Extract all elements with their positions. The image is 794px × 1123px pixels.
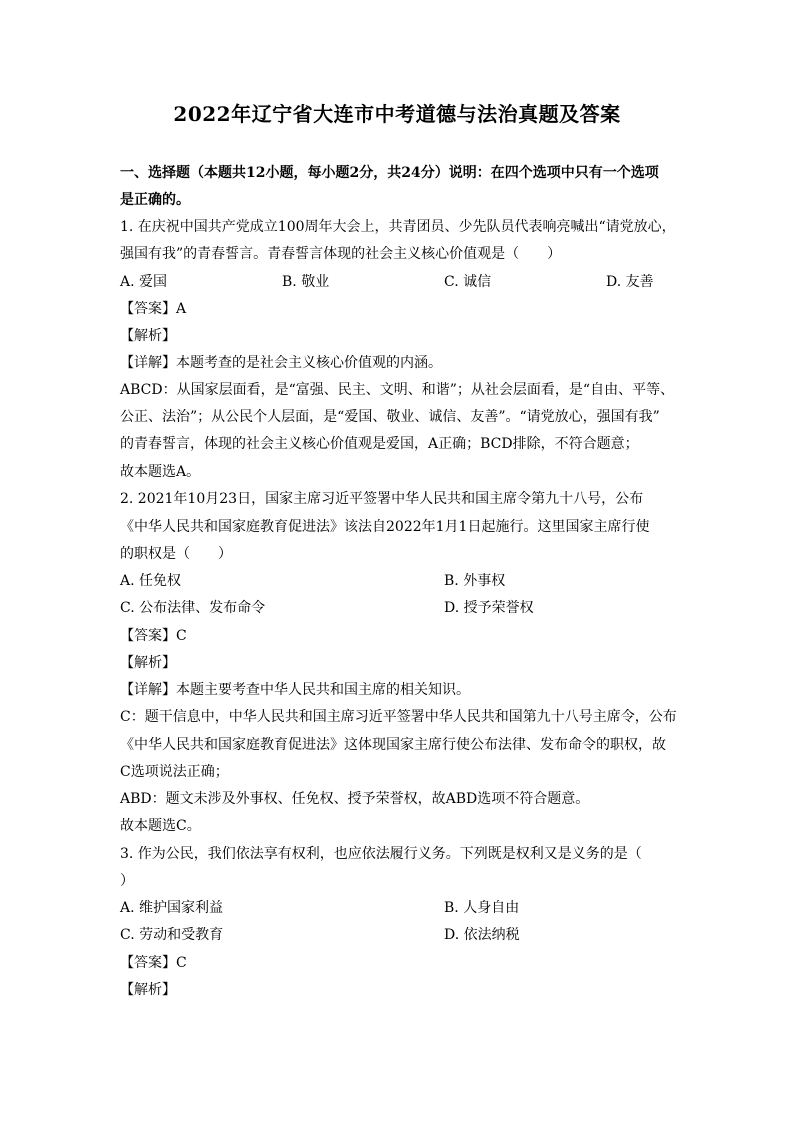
q3-stem-cont: ） (120, 873, 134, 889)
q2-option-b: B. 外事权 (444, 573, 506, 589)
q1-analysis: 【解析】 (120, 328, 176, 344)
q1-stem: 1. 在庆祝中国共产党成立100周年大会上，共青团员、少先队员代表响亮喊出“请党放心， (120, 219, 676, 235)
q1-answer: 【答案】A (120, 301, 187, 317)
q3-answer: 【答案】C (120, 955, 187, 971)
q3-analysis: 【解析】 (120, 982, 176, 998)
section-heading: 一、选择题（本题共12小题，每小题2分，共24分）说明：在四个选项中只有一个选项 (120, 165, 659, 181)
q2-answer: 【答案】C (120, 628, 187, 644)
q1-option-c: C. 诚信 (444, 274, 492, 290)
q3-option-c: C. 劳动和受教育 (120, 927, 224, 943)
q1-detail-line: 公正、法治”；从公民个人层面，是“爱国、敬业、诚信、友善”。“请党放心，强国有我” (120, 409, 660, 425)
q2-option-d: D. 授予荣誉权 (444, 600, 534, 616)
q2-detail-line: C选项说法正确； (120, 764, 229, 780)
q3-option-b: B. 人身自由 (444, 900, 520, 916)
q1-option-d: D. 友善 (606, 274, 654, 290)
q1-conclusion: 故本题选A。 (120, 464, 201, 480)
q3-option-a: A. 维护国家利益 (120, 900, 224, 916)
page-title: 2022年辽宁省大连市中考道德与法治真题及答案 (173, 102, 621, 126)
q2-stem-cont: 《中华人民共和国家庭教育促进法》该法自2022年1月1日起施行。这里国家主席行使 (120, 519, 650, 535)
q1-stem-cont: 强国有我”的青春誓言。青春誓言体现的社会主义核心价值观是（ ） (120, 246, 562, 262)
q3-option-d: D. 依法纳税 (444, 927, 520, 943)
q1-detail: 【详解】本题考查的是社会主义核心价值观的内涵。 (120, 355, 442, 371)
q2-option-a: A. 任免权 (120, 573, 182, 589)
q1-option-a: A. 爱国 (120, 274, 168, 290)
q2-option-c: C. 公布法律、发布命令 (120, 600, 266, 616)
q1-detail-line: 的青春誓言，体现的社会主义核心价值观是爱国，A正确；BCD排除，不符合题意； (120, 436, 639, 452)
q2-detail-line: 《中华人民共和国家庭教育促进法》这体现国家主席行使公布法律、发布命令的职权，故 (120, 737, 666, 753)
section-heading-cont: 是正确的。 (120, 192, 190, 208)
q2-detail-line: ABD：题文未涉及外事权、任免权、授予荣誉权，故ABD选项不符合题意。 (120, 791, 590, 807)
q2-stem: 2. 2021年10月23日，国家主席习近平签署中华人民共和国主席令第九十八号，公布 (120, 491, 644, 507)
q2-conclusion: 故本题选C。 (120, 818, 201, 834)
q1-option-b: B. 敬业 (282, 274, 330, 290)
q2-detail-line: C：题干信息中，中华人民共和国主席习近平签署中华人民共和国第九十八号主席令，公布 (120, 709, 677, 725)
q3-stem: 3. 作为公民，我们依法享有权利，也应依法履行义务。下列既是权利又是义务的是（ (120, 846, 642, 862)
q2-detail: 【详解】本题主要考查中华人民共和国主席的相关知识。 (120, 682, 470, 698)
q2-analysis: 【解析】 (120, 655, 176, 671)
q2-stem-cont: 的职权是（ ） (120, 546, 232, 562)
q1-detail-line: ABCD：从国家层面看，是“富强、民主、文明、和谐”；从社会层面看，是“自由、平等、 (120, 382, 675, 398)
